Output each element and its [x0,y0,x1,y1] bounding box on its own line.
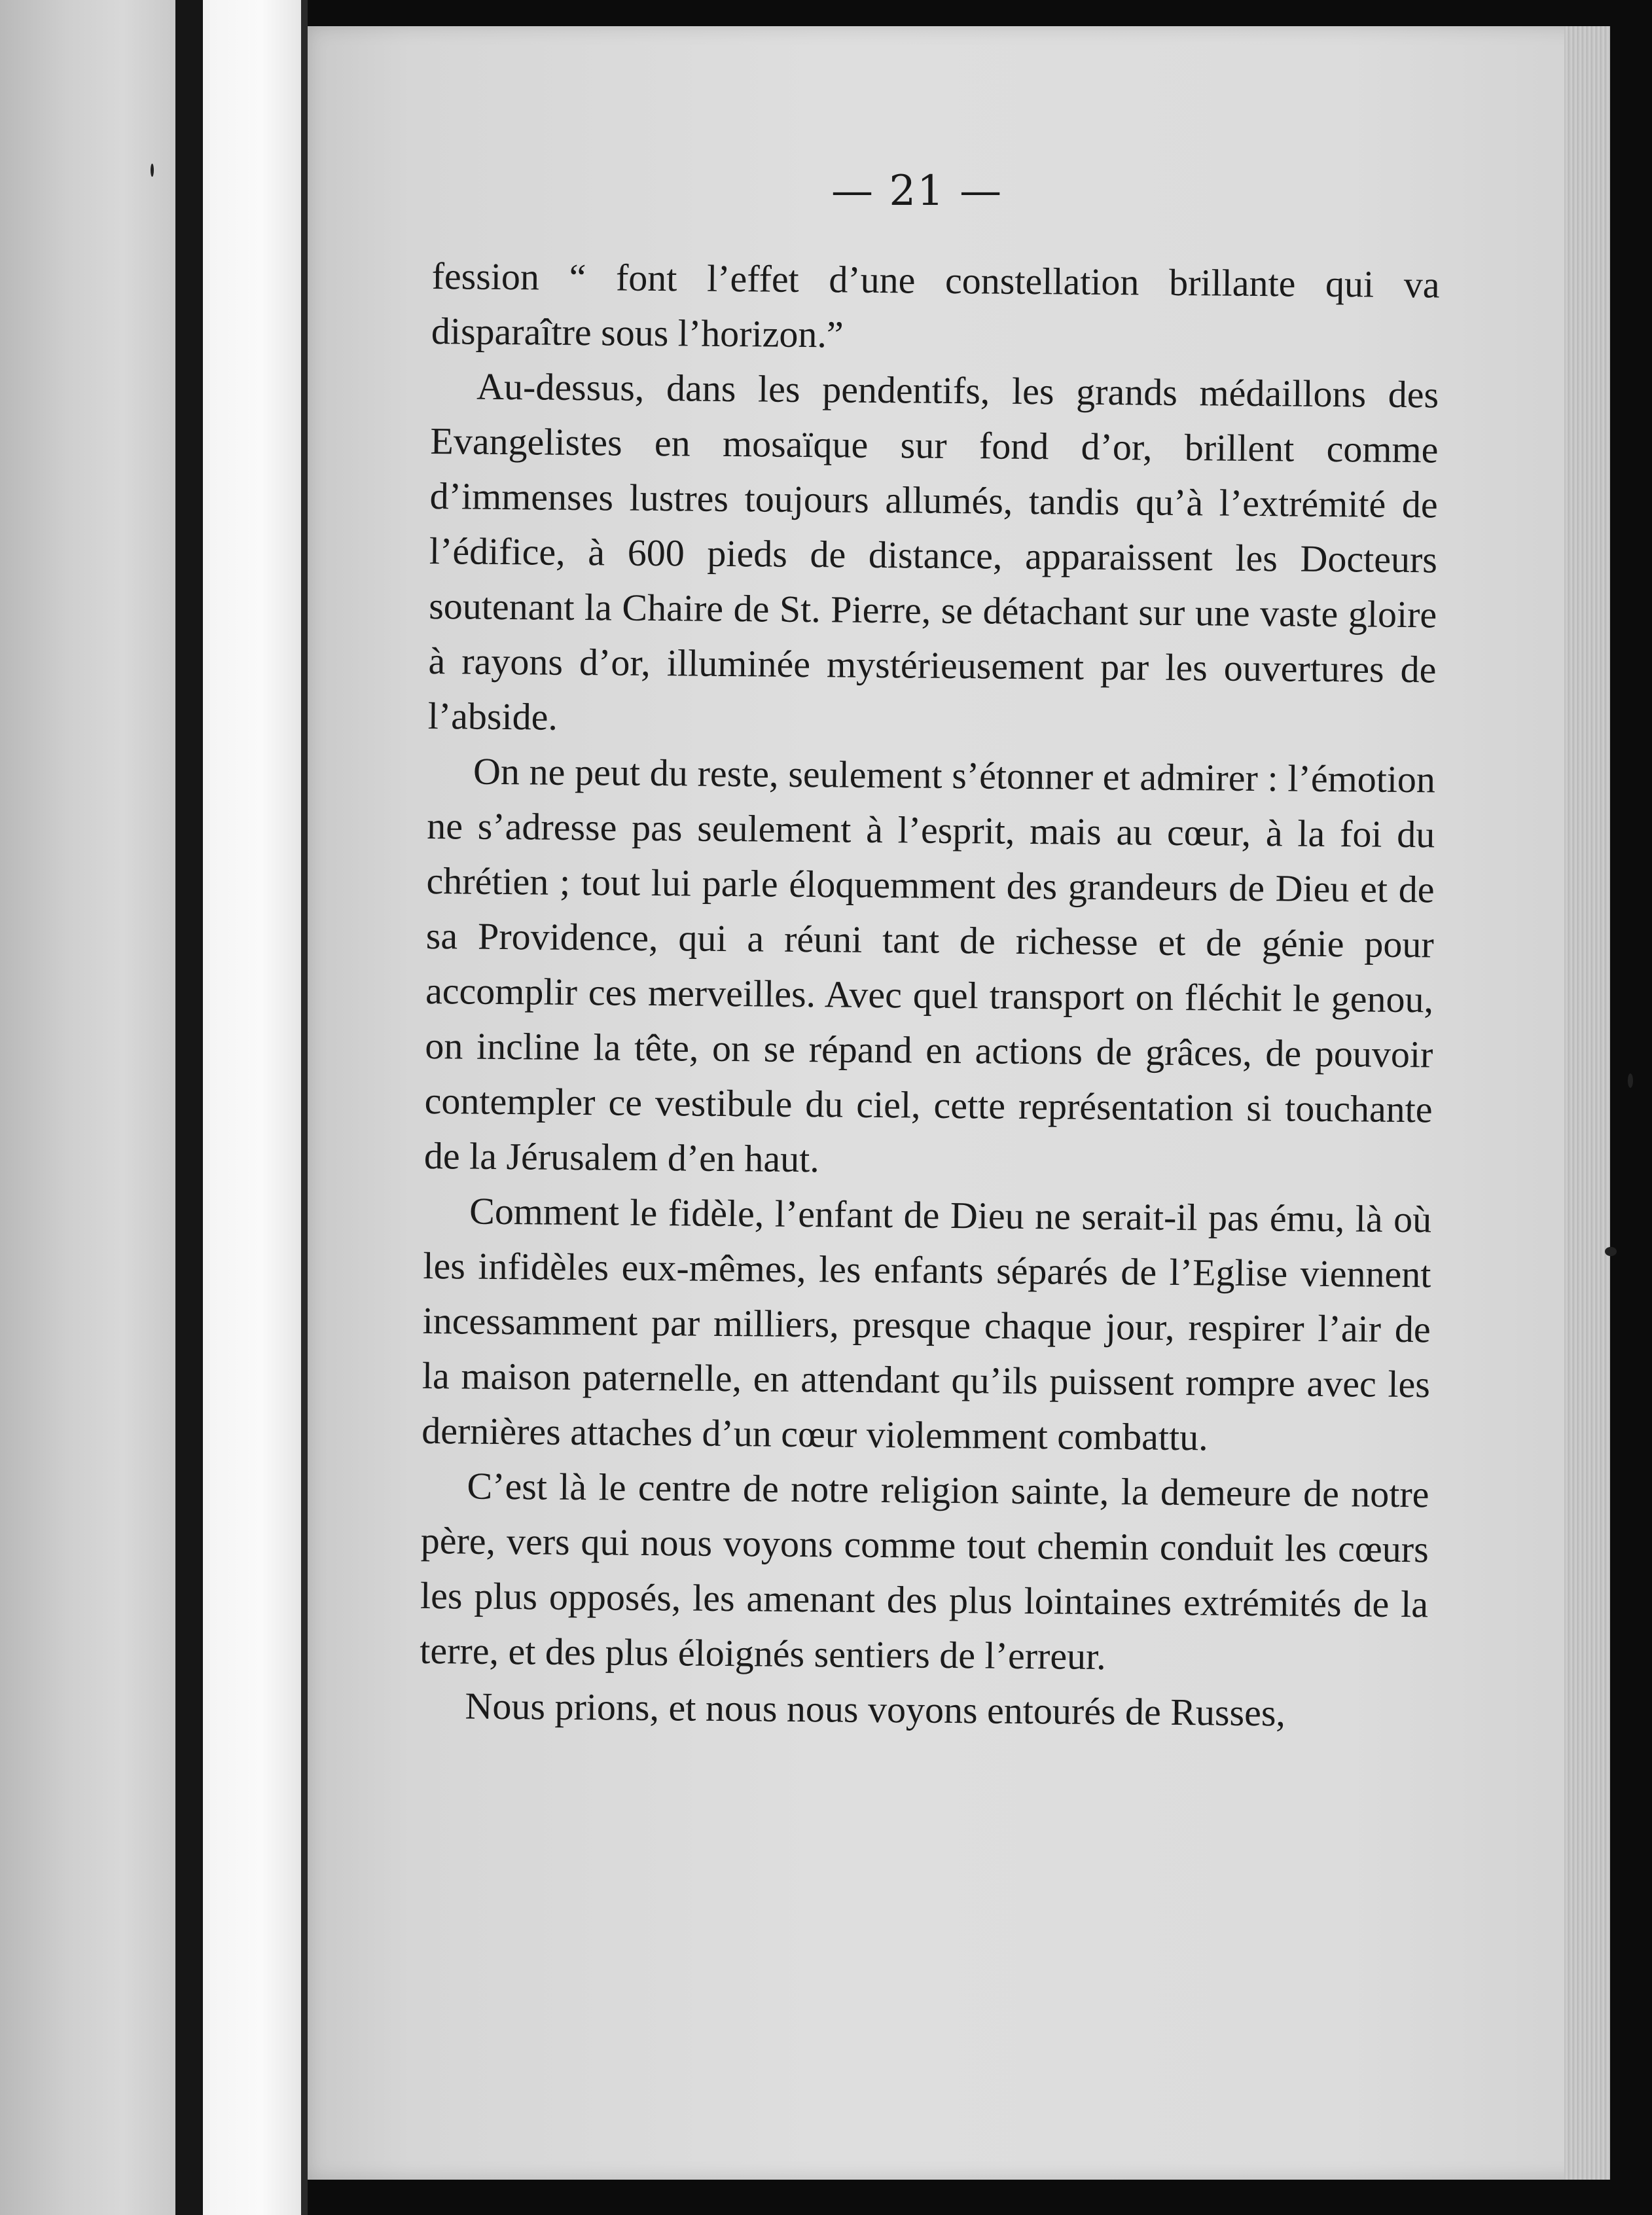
paragraph: On ne peut du reste, seulement s’étonner et admirer : l’émotion ne s’adresse pas seulement à l’esprit, mais au cœur, à la foi du chrétien ; tout lui parle éloquemment des grandeurs de Dieu et de sa Providence, qui a réuni tant de richesse et de génie pour accomplir ces merveilles. Avec quel transport on fléchit le genou, on incline la tête, on se répand en actions de grâces, de pouvoir contempler ce vestibule du ciel, cette représentation si touchante de la Jérusalem d’en haut. [423,749,1436,1181]
scan-speck [151,164,154,177]
scan-speck [1605,1247,1617,1256]
body-text [419,249,1440,1742]
page-number: — 21 — [831,167,1003,215]
paragraph: fession “ font l’effet d’une constellation brillante qui va disparaître sous l’horizon.” [431,254,1440,356]
paragraph: Comment le fidèle, l’enfant de Dieu ne serait-il pas ému, là où les infidèles eux-mêmes, les enfants séparés de l’Eglise viennent incessamment par milliers, presque chaque jour, respirer l’air de la maison paternelle, en attendant qu’ils puissent rompre avec les dernières attaches d’un cœur violemment combattu. [421,1189,1432,1459]
scan-speck [1628,1073,1633,1088]
page-edges [1564,26,1610,2180]
book-gutter [175,0,203,2215]
paragraph: Au-dessus, dans les pendentifs, les grands médaillons des Evangelistes en mosaïque sur fond d’or, brillent comme d’immenses lustres toujours allumés, tandis qu’à l’extrémité de l’édifice, à 600 pieds de distance, apparaissent les Docteurs soutenant la Chaire de St. Pierre, se détachant sur une vaste gloire à rayons d’or, illuminée mystérieusement par les ouvertures de l’abside. [427,365,1439,738]
paragraph: C’est là le centre de notre religion sainte, la demeure de notre père, vers qui nous voyons comme tout chemin conduit les cœurs les plus opposés, les amenant des plus lointaines extrémités de la terre, et des plus éloignés sentiers de l’erreur. [420,1464,1429,1678]
left-facing-page [0,0,175,2215]
blank-sheet [203,0,301,2215]
page-shadow [301,0,308,2215]
paragraph: Nous prions, et nous nous voyons entourés de Russes, [465,1684,1286,1735]
